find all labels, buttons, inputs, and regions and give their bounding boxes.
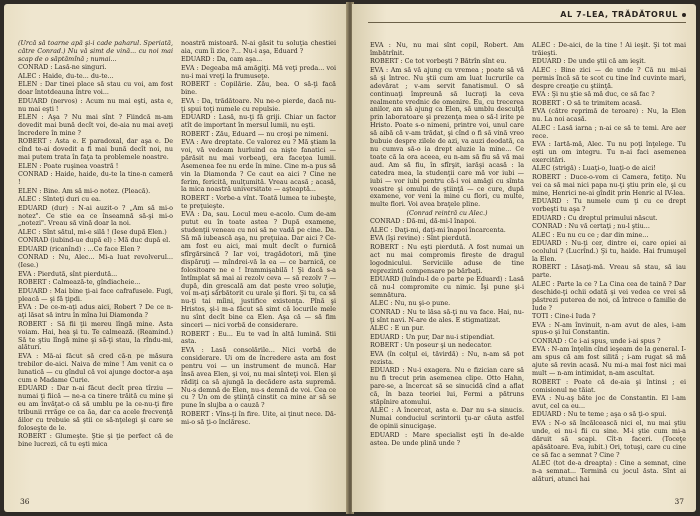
page-number-right: 37 [674,497,684,506]
dialogue-line: ALEC : Daţi-mi, daţi-mi înapoi încarcenta. [370,225,506,234]
dialogue-line: ALEC : Haide, du-te... du-te... [18,71,114,80]
dialogue-line: ROBERT : Eu... Eu te vad în altă lumină. Stii asta. [181,329,336,346]
dialogue-line: ALEC (strigă) : Luaţi-o, luaţi-o de aici! [532,164,656,173]
dialogue-line: EVA : Nu, nu mai sînt copil, Robert. Am îmbătrînit. [370,42,524,57]
left-page [4,4,348,512]
dialogue-line: CONRAD : Lasă-ne singuri. [18,63,107,72]
dialogue-line: ALEC : Sînteţi duri cu ea. [18,195,101,204]
dialogue-line: EVA (în colţul ei, tăvirdă) : Nu, n-am să pot rezista. [370,349,524,366]
dialogue-line: EDUARD (nervos) : Acum nu mai eşti, asta e, nu mai eşti ! [18,96,173,113]
dialogue-line: EVA : Mă-ai făcut să cred că-n pe măsura trebilor de-aici. Naiva de mine ! Am venit ca o lunatică — cu gîndul că voi ajunge doctor-a aşa cum e Madame Curie. [18,351,173,384]
dialogue-line: (Urcă să toarne apă şi-i cade paharul. Speriată, către Conrad.) Nu vă simt de vină... cu noi mai scap de o săptămînă ; numai... [18,40,173,63]
left-page-columns [18,40,336,488]
right-page [352,4,696,512]
dialogue-line: EDUARD : Lasă, nu-ţi fă griji. Chiar un factor atît de important în mersul lumii, nu eşti. [181,113,336,130]
left-column-1 [18,40,173,488]
dialogue-line: EDUARD : Nu-i exagera. Nu e fizician care să nu fi trecut prin asemenea clipe. Otto Hahn, pare-se, a încercat să se sinucidă cînd a aflat că, în baza teoriei lui, Fermi a pătruns stăpînire atomului. [370,366,524,406]
dialogue-line: TOTI : Cine-i Iuda ? [532,312,596,320]
dialogue-line: ALEC : E un pur. [370,324,425,333]
dialogue-line: ALEC : De-aici, de la tine ! Ai ieşit. Şi tot mai trăieşti. [532,42,686,57]
dialogue-line: EDUARD : Nu-ţi cer, dintre ei, care opiei ai ocolului ? (Lucrînd.) Şi tu, haide. Hai frumuşel la Elen. [532,239,686,263]
dialogue-line: ROBERT : Un poseur şi un nedecator. [370,341,492,350]
dialogue-line: EVA : Iartă-mă, Alec. Tu nu poţi înţelege. Tu eşti un om integru. Tu n-ai faci asemenea exercitări. [532,140,686,164]
dialogue-line: ELEN : Bine. Am să mi-o notez. (Pleacă). [18,186,151,195]
dialogue-line: ELEN : Dar tinei place să stau cu voi, am fost doar întotdeauna între voi... [18,80,173,97]
dialogue-line: ALEC : A încercat, asta e. Dar nu s-a sinucis. Numai conduciul scrintorii ţu-ar căuta astfel de opinii sinucigaşe. [370,406,524,431]
dialogue-line: CONRAD (iubind-ue după el) : Mă duc după el. [18,236,171,245]
dialogue-line: EDUARD : Mare specialist eşti în de-alde astea. De unde plină unde ? [370,430,524,447]
bullet-icon [682,13,686,17]
dialogue-line: ROBERT : Vîns-ţi în fire. Uite, ai ţinut nece. Dă-mi-o să ţi-o înclăresc. [181,409,336,426]
header-rule [368,22,686,23]
left-column-2 [181,40,336,488]
dialogue-line: EVA : Da, trădătoare. Nu ne-o pierde, dacă nu-ţi spui toţi numele cu repulsie. [181,96,336,113]
dialogue-line: ALEC : Lasă iarna ; n-ai ce să te temi. Are aer rece. [532,123,686,140]
dialogue-line: ROBERT : Poate că de-aia şi întinsi ; ei comisionul ne tăiat. [532,377,686,394]
dialogue-line: CONRAD : Nu vă certaţi ; nu-l ştiu... [532,222,650,231]
dialogue-line: EVA : Pierdută, sînt pierdută... [18,269,118,278]
dialogue-line: EDUARD : Tu numele cum ţi cu ce drept vorbeşti tu aşa ? [532,197,686,214]
dialogue-line: EVA : Lasă consolările... Nici vorbă de considerare. Ui om de încredere asta am fost pentru voi — un instrument de muncă. Har însă avea Elen, şi voi, nu mai sînteţi voi. Elen şi rădiţi ca să ajungă la decădere asta supremă. Nu-s demnă de Elen, nu-s demnă de voi. Cea ce cu ? Un om de ştiinţă cinstit ca mine ar să se pune în slujba a o cauză ? [181,345,336,410]
dialogue-line: EDUARD : Cu dreptul primului născut. [532,213,658,222]
page-number-left: 36 [20,497,30,506]
dialogue-line: EVA : N-o să încălcească nici el, nu mai ştiu unde, ei nu-i fii cu sine. M-i ştie cum mi-a dăruit să scapi. Cît-n faceri. (Toceţe apăsătoare. Eva, iubit.) Ori, totuşi, care cu cine ce să fac a semnat ? Cine ? [532,418,686,459]
dialogue-line: ELEN : Poate ruşinea voastră ! [18,161,119,170]
dialogue-line: ALEC : Sînt sătul, mi-e silă ! (Iese după Elen.) [18,227,167,236]
dialogue-line: ROBERT : Vorbe-a vînt. Toată lumea te iubeşte, te preţuieşte. [181,193,336,210]
dialogue-line: EVA : N-am învinuit, n-am avut de ales, i-am spus-o şi lui Constantin. [532,320,686,337]
dialogue-line: CONRAD : Dă-mi, dă-mi-l înapoi. [370,217,477,226]
dialogue-line: ROBERT : Nu eşti pierdută. A fost numai un act nu mai compromis firește de dragul logodnicului. Serviciile aduse de tine reprezintă compensare pe bărbaţi. [370,242,524,275]
dialogue-line: (Conrad reintră cu Alec.) [406,208,488,217]
dialogue-line: ALEC : Nu, nu şi-o pune. [370,299,451,308]
running-head [560,10,686,19]
dialogue-line: EDUARD (luîndu-l de o parte pe Eduard) : Lasă că nu-l compromite cu nimic. Îşi pune şi-i semnătura. [370,275,524,299]
dialogue-line: EDUARD : Da, cam aşa... [181,55,263,64]
dialogue-line: EVA : Am să vă ajung cu vremea ; poate să vă să şi întrec. Nu ştii cum am luat lucrurile ca adevărat ; v-am servit fanatismul. O să continuaţi împreună să lucraţi la ceva realmente vrednic de omenire. Eu, cu trecerea anilor, am să ajung ca Elen, să umblu desculţă prin laboratoare şi prezenţa mea o să-l irite pe Hristo. Poate s-o nimeni, printre voi, unul care să aibă că v-am trădat, şi cînd o fi să vină vreo bubuie despre zilele de azi, va auzi deodată, ca nu cumva să-o ia drept aluzie la mine... Ce toate că la ora aceea, eu n-am să fiu să vă mai aud. Am să fiu, în sfîrşit, iarăşi acasă : la catedra mea, la studenţii care mă vor iubi — iubi — vor iubi pentru că-i voi amăgi cu sîmta voastre şi omului de ştiinţă — ce cure, după examene, vor veni la mine cu flori, cu multe, multe flori. Voi avea braţele pline. [370,65,524,209]
dialogue-line: EDUARD : Un pur, Dar nu-i stipendiat. [370,332,495,341]
dialogue-line: EVA : Degeaba mă amăgiţi. Mă veţi preda... voi nu-i mai vreţi la frumuseţe. [181,63,336,80]
dialogue-line: EVA : Nu-aş băte joc de Constantin. El l-am avut, cel ca eu... [532,394,686,410]
dialogue-line: ROBERT : Calmează-te, gîndiacheie... [18,278,141,287]
dialogue-line: ROBERT : Zău, Eduard — nu croşi pe nimeni. [181,129,329,138]
dialogue-line: ROBERT : O să te trimitem acasă. [532,98,642,107]
dialogue-line: ALEC : Bine zici — de unde ? Că nu mi-ai permis încă să te scot cu tine înd cuvinte mari, despre creaţie cu ştiinţă. [532,65,686,90]
dialogue-line: ALEC (tot de-a dreapta) : Cine a semnat, cine n-a semnat... Termină cu jocul ăsta. Sînt ai alături, atunci hai [532,459,686,483]
dialogue-line: EVA : Da, sau. Locul meu e-acolo. Cum de-am putut eu în toate astea ? După examene, studenţii veneau cu noi să ne vadă pe cine. Da. Să mă iubească aşa, nu preţuiaa. Dar aici ? Ce-am fost eu aici, mai mult decît o furnică sfîrgărsincă ? Iar voi, tragădotori, mă ţine dispăruţi — mîndrei-vă la ea — ce barnică, ce folositoare ne e ! Irammişabilă ! Şi dacă s-a întîmplat să mai ai rezolv ceva — să rezolv ? — după, din grescală am dat peste vreo soluţie, voi m-aţi sărbătorit cu urale şi flori. Şi tu, ca să nu-ţi tai mîini, justifice existenţa. Pînă şi Hristos, şi-i m-a făcut să simt că locurile mele nu sînt decît bine ca Elen. Aşa că — să fim sinceri — nici vorbă de considerare. [181,210,336,330]
dialogue-line: CONRAD : Nu, Alec... Mi-a luat revolverul... (Iese.) [18,253,173,270]
dialogue-line: EVA : De ce-m-aţi adus aici, Robert ? De ce n-aţi lăsat să intru în mîna lui Diamonda ? [18,303,173,320]
dialogue-line: EDUARD (dur) : N-ai auzit-o ? „Am să mi-o notez". Ce stie ea ce înseamnă să-şi mi-o „notezi". Vreau să vină doar la noi. [18,203,173,228]
right-column-1 [370,42,524,488]
dialogue-line: ROBERT : Să fii ţii mereu lîngă mine. Asta voiam. Hai, hea şi tu. Te calmează. (Reamind.) Să te ştiu lîngă mine şi să-ţi stau, la rîndu-mi, alături. [18,319,173,352]
dialogue-line: EDUARD : De unde ştii că am ieşit. [532,57,646,66]
dialogue-line: noastră mistoară. N-ai găsit tu soluţia chestiei aia, cum îi zice ?... Nu-i aşa, Eduard ? [181,40,336,55]
dialogue-line: CONRAD : Haide, haide, du-te la tine-n cameră ! [18,170,173,187]
dialogue-line: CONRAD : Ce i-ai spus, unde i-ai spus ? [532,336,661,345]
running-head-text: AL 7-LEA, TRĂDĂTORUL [560,10,678,19]
dialogue-line: ROBERT : Duce-o-vom ci Camera, fetiţo. Nu vei ca să mai nici papa nu-ţi ştiu prin ele, şi cu mine, Henrici ne-ai gîndit prin Henric al IV-lea. [532,172,686,197]
dialogue-line: ROBERT : Lăsaţi-mă. Vreau să stau, să iau parte. [532,263,686,280]
dialogue-line: ROBERT : Asta e. E paradoxal, dar aşa e. De cînd te-ai dovedit a fi mai bună decît noi, nu mai putem trata în faţa ta problemele noastre. [18,137,173,162]
dialogue-line: ROBERT : Copilărie. Zău, bea. O să-ţi facă bine. [181,80,336,97]
dialogue-line: EVA : Şi nu ştie să mă duc, ce să fac ? [532,90,655,99]
dialogue-line: EVA (îşi revine) : Sînt pierdută. [370,234,472,243]
dialogue-line: EVA : Ave dreptate. Ce valorez eu ? Mă ştiam la voi, vă vedeam hurluind ca nişte fanatici — părăsit nu mai vorbeaţi, era faceţea lumii. Asemenea fee nu erde în mine. Cine m-a pus să vin la Diamonda ? Ce caut ea aici ? Cine ne ferim, fericită, mulţumită. Vreau acasă ; acasă, la mica noastră universitate — aşteaptă... [181,138,336,194]
dialogue-line: EDUARD : Mai bine ţi-ai face cafrafusele. Fugi, pleacă — şi fă ţipdi. [18,286,173,303]
dialogue-line: ALEC : Parte la ce ? La Cina cea de taină ? Dar deschide-ţi ochii odată şi vei vedea ce vrei să păstrezi puterea de noi, că întrece o familie de Iude ? [532,279,686,312]
dialogue-line: EDUARD : Nu te teme ; aşa o să ţi-o spui. [532,410,667,419]
dialogue-line: ELEN : Aşa ? Nu mai sînt ? Fiindcă m-am dovedit mai bună decît voi, de-aia nu mai aveţi încredere în mine ? [18,113,173,137]
right-column-2 [532,42,686,488]
dialogue-line: ROBERT : Glumeşte. Ştie şi ţie perfect că de bine lucrezi, că tu eşti mica [18,432,173,449]
right-page-columns [370,42,686,488]
dialogue-line: CONRAD : Nu te lăsa să-ţi nu va face. Hai, nu-ţi sînt navi. N-are de ales. E stigmatizat. [370,307,524,324]
dialogue-line: ROBERT : Ce tot vorbeşti ? Bătrîn sînt eu. [370,57,507,66]
dialogue-line: ALEC : Eu nu cu ce ; dar din mine... [532,230,649,239]
dialogue-line: EDUARD (ricanînd) : ...Ce face Elen ? [18,244,141,253]
dialogue-line: EVA : N-am înţelin cînd ieşeam de la general. I-am spus că am fost silită ; i-am rugat să mă ajute să revin acasă. Nu mi-a mai fost nici mai mult — n-am intimidat, n-am ascultat. [532,345,686,378]
dialogue-line: EDUARD : Dar n-ai făcut decît prea tîrziu — numai ţi fiică — ne-a ca tinere trăită cu mine şi eu am învăţat-o că să umblu pe la ce-nu-ţi fire tribunii rrrăge ce ca ăa, dar ca acele frecvenţă ăilor cu trebuie să ştii ce să-nţelegi şi care se foloseşte de le. [18,384,173,432]
dialogue-line: EVA (către reprimă de teroare) : Nu, la Elen nu. La noi acasă. [532,107,686,124]
